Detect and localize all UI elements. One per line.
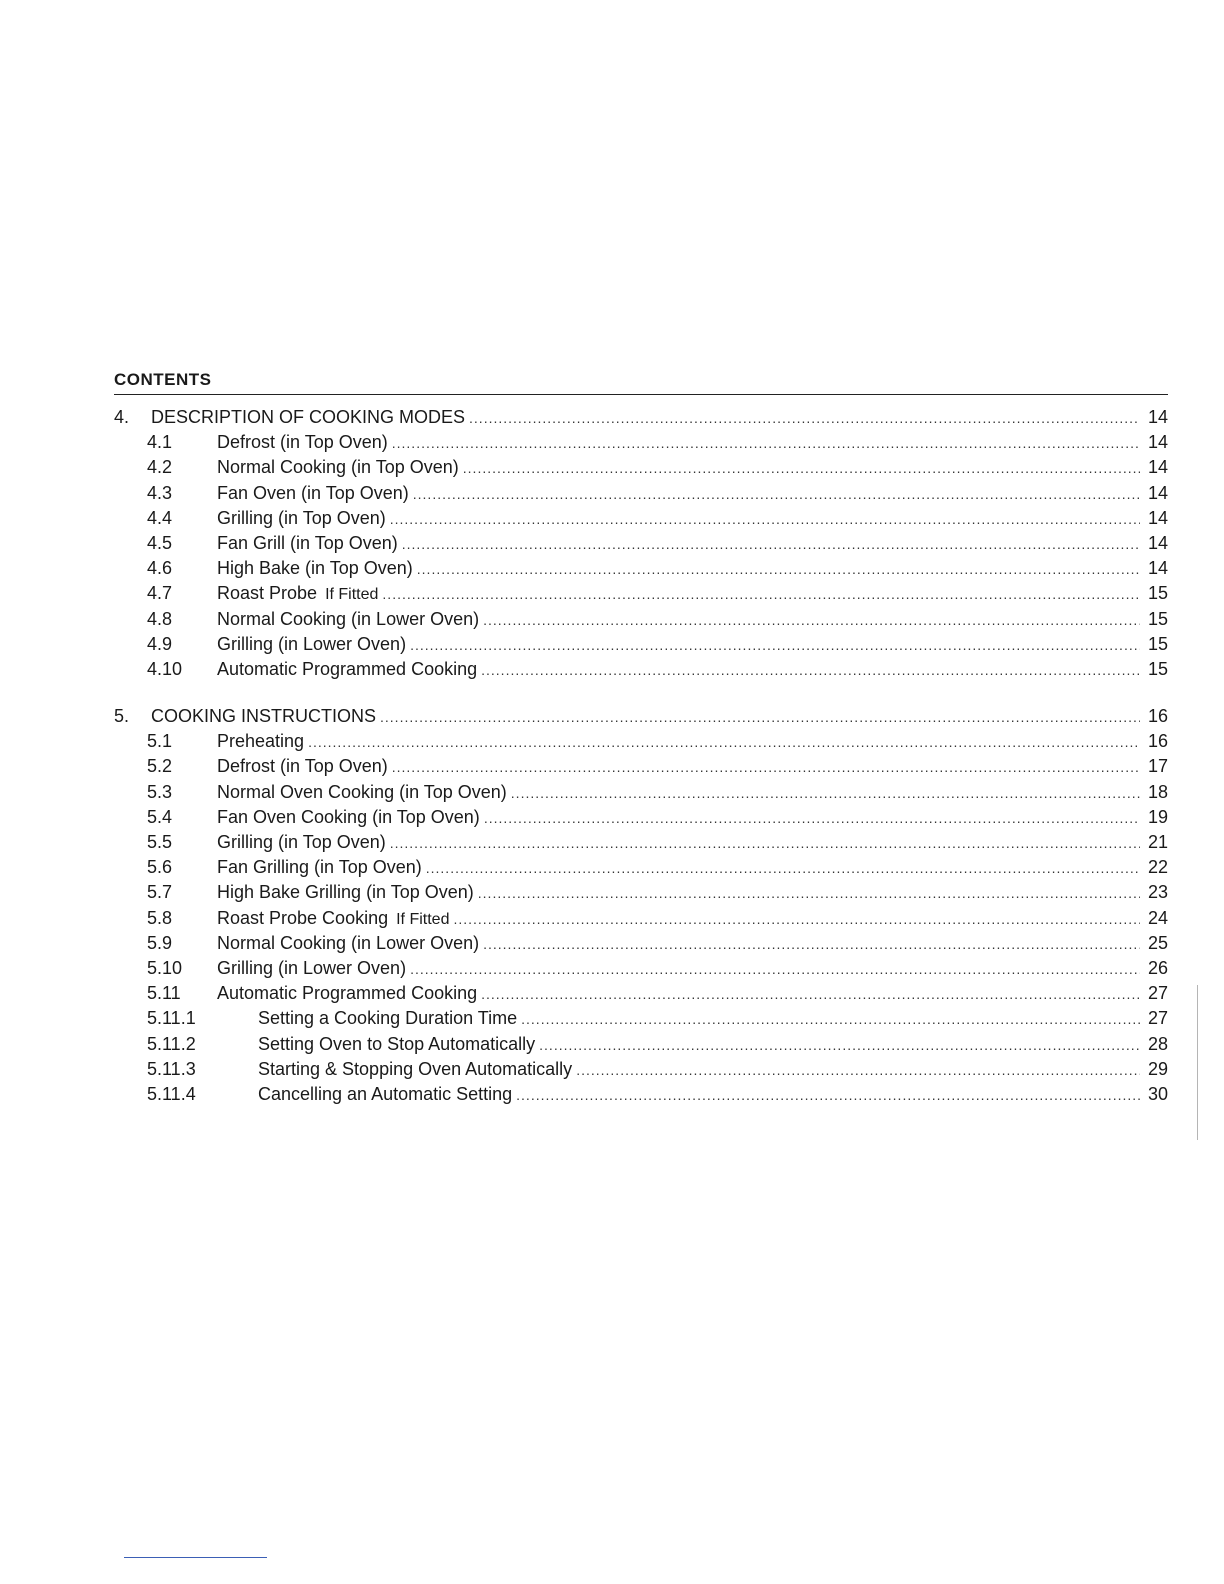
- dot-leader: [483, 936, 1140, 952]
- entry-page-number: 14: [1147, 532, 1168, 553]
- dot-leader: [478, 885, 1140, 901]
- toc-entry-5-11: [114, 983, 1168, 1008]
- entry-title: Grilling (in Top Oven): [217, 832, 386, 852]
- dot-leader: [484, 810, 1140, 826]
- dot-leader: [539, 1037, 1140, 1053]
- entry-number: 4.2: [147, 457, 173, 478]
- entry-title: Automatic Programmed Cooking: [217, 983, 478, 1004]
- entry-note: If Fitted: [325, 586, 379, 604]
- dot-leader: [413, 486, 1140, 502]
- dot-leader: [481, 662, 1140, 678]
- entry-number: 4.8: [147, 608, 173, 629]
- entry-title: Fan Oven Cooking (in Top Oven): [217, 806, 480, 827]
- toc-entry-5-1: [114, 731, 1168, 756]
- toc-entry-4-6: [114, 558, 1168, 583]
- entry-number: 5.10: [147, 957, 183, 978]
- entry-page-number: 22: [1147, 857, 1168, 878]
- entry-number: 5.11.1: [147, 1008, 196, 1029]
- heading-rule: [114, 394, 1168, 395]
- toc-entry-5-11-1: [114, 1008, 1168, 1033]
- entry-page-number: 14: [1147, 407, 1168, 427]
- entry-title: Grilling (in Lower Oven): [217, 957, 407, 978]
- entry-page-number: 15: [1147, 658, 1168, 679]
- toc-entry-5-4: [114, 807, 1168, 832]
- entry-number: 4.: [114, 407, 130, 427]
- entry-page-number: 16: [1147, 706, 1168, 727]
- entry-number: 4.5: [147, 532, 173, 553]
- entry-page-number: 14: [1147, 482, 1168, 503]
- entry-title: Normal Oven Cooking (in Top Oven): [217, 781, 507, 802]
- toc-entry-4: [114, 407, 1168, 432]
- dot-leader: [382, 586, 1140, 602]
- toc-section-5: [114, 706, 1168, 1109]
- entry-number: 5.5: [147, 832, 173, 852]
- entry-page-number: 24: [1147, 907, 1168, 928]
- entry-page-number: 17: [1147, 756, 1168, 777]
- dot-leader: [481, 986, 1140, 1002]
- entry-page-number: 14: [1147, 507, 1168, 528]
- dot-leader: [483, 612, 1140, 628]
- dot-leader: [426, 860, 1140, 876]
- footer-rule: [124, 1557, 267, 1558]
- entry-page-number: 15: [1147, 583, 1168, 604]
- entry-page-number: 16: [1147, 731, 1168, 752]
- entry-title: COOKING INSTRUCTIONS: [151, 706, 377, 727]
- toc-entry-5-3: [114, 782, 1168, 807]
- entry-title: Defrost (in Top Oven): [217, 756, 388, 777]
- dot-leader: [410, 961, 1140, 977]
- entry-page-number: 25: [1147, 932, 1168, 953]
- entry-title: Preheating: [217, 731, 305, 752]
- toc-entry-4-10: [114, 659, 1168, 684]
- dot-leader: [380, 709, 1140, 725]
- entry-number: 5.2: [147, 756, 173, 777]
- entry-title: Roast Probe Cooking: [217, 907, 389, 928]
- dot-leader: [390, 511, 1140, 527]
- dot-leader: [392, 435, 1140, 451]
- entry-title: Fan Grill (in Top Oven): [217, 532, 398, 553]
- entry-number: 4.7: [147, 583, 173, 604]
- entry-title: Roast Probe: [217, 583, 318, 604]
- entry-page-number: 14: [1147, 457, 1168, 478]
- entry-title: Setting Oven to Stop Automatically: [258, 1033, 536, 1054]
- entry-page-number: 28: [1147, 1033, 1168, 1054]
- entry-page-number: 18: [1147, 781, 1168, 802]
- toc-entry-5-5: [114, 832, 1168, 857]
- entry-number: 5.7: [147, 882, 173, 903]
- dot-leader: [576, 1062, 1140, 1078]
- entry-number: 4.1: [147, 432, 173, 453]
- entry-page-number: 21: [1147, 832, 1168, 852]
- entry-title: Starting & Stopping Oven Automatically: [258, 1058, 573, 1079]
- entry-number: 5.4: [147, 806, 173, 827]
- dot-leader: [308, 734, 1140, 750]
- entry-title: High Bake Grilling (in Top Oven): [217, 882, 474, 903]
- toc-entry-5-9: [114, 933, 1168, 958]
- entry-number: 5.11: [147, 983, 181, 1004]
- entry-number: 5.11.4: [147, 1083, 196, 1104]
- toc-entry-5-11-2: [114, 1034, 1168, 1059]
- toc-entry-4-2: [114, 457, 1168, 482]
- toc-entry-4-8: [114, 609, 1168, 634]
- toc-entry-5-2: [114, 756, 1168, 781]
- entry-number: 4.6: [147, 558, 173, 579]
- toc-entry-5-6: [114, 857, 1168, 882]
- toc-entry-5-7: [114, 882, 1168, 907]
- entry-page-number: 23: [1147, 882, 1168, 903]
- toc-entry-5-11-4: [114, 1084, 1168, 1109]
- entry-title: Grilling (in Top Oven): [217, 507, 386, 528]
- entry-number: 5.11.2: [147, 1033, 196, 1054]
- entry-number: 5.1: [147, 731, 173, 752]
- dot-leader: [417, 561, 1140, 577]
- entry-title: Normal Cooking (in Top Oven): [217, 457, 459, 478]
- toc-entry-4-4: [114, 508, 1168, 533]
- toc-section-4: [114, 407, 1168, 684]
- entry-number: 5.9: [147, 932, 173, 953]
- toc-entry-4-5: [114, 533, 1168, 558]
- toc-entry-5-11-3: [114, 1059, 1168, 1084]
- toc-entry-4-3: [114, 483, 1168, 508]
- entry-page-number: 29: [1147, 1058, 1168, 1079]
- entry-title: Defrost (in Top Oven): [217, 432, 388, 453]
- entry-title: Grilling (in Lower Oven): [217, 633, 407, 654]
- contents-heading: CONTENTS: [114, 370, 212, 389]
- entry-title: Automatic Programmed Cooking: [217, 658, 478, 679]
- entry-page-number: 14: [1147, 432, 1168, 453]
- dot-leader: [402, 536, 1140, 552]
- entry-page-number: 30: [1147, 1083, 1168, 1104]
- entry-title: Normal Cooking (in Lower Oven): [217, 608, 480, 629]
- entry-title: Cancelling an Automatic Setting: [258, 1083, 513, 1104]
- entry-number: 5.: [114, 706, 130, 727]
- toc-entry-5: [114, 706, 1168, 731]
- entry-page-number: 27: [1147, 983, 1168, 1004]
- entry-title: Fan Grilling (in Top Oven): [217, 857, 422, 878]
- entry-page-number: 15: [1147, 633, 1168, 654]
- dot-leader: [392, 759, 1140, 775]
- scan-edge-mark: [1197, 985, 1198, 1140]
- contents-page: [114, 370, 1168, 1109]
- dot-leader: [463, 460, 1140, 476]
- entry-title: Setting a Cooking Duration Time: [258, 1008, 518, 1029]
- entry-page-number: 19: [1147, 806, 1168, 827]
- entry-page-number: 26: [1147, 957, 1168, 978]
- dot-leader: [521, 1011, 1140, 1027]
- entry-page-number: 15: [1147, 608, 1168, 629]
- entry-page-number: 14: [1147, 558, 1168, 579]
- entry-number: 5.8: [147, 907, 173, 928]
- entry-number: 4.9: [147, 633, 173, 654]
- entry-title: Normal Cooking (in Lower Oven): [217, 932, 480, 953]
- entry-number: 5.3: [147, 781, 173, 802]
- toc-entry-4-7: [114, 583, 1168, 608]
- entry-page-number: 27: [1147, 1008, 1168, 1029]
- entry-title: DESCRIPTION OF COOKING MODES: [151, 407, 466, 427]
- dot-leader: [410, 637, 1140, 653]
- toc-entry-4-9: [114, 634, 1168, 659]
- entry-number: 4.3: [147, 482, 173, 503]
- dot-leader: [453, 911, 1140, 927]
- dot-leader: [469, 410, 1140, 426]
- dot-leader: [516, 1087, 1140, 1103]
- entry-number: 5.11.3: [147, 1058, 196, 1079]
- entry-number: 4.4: [147, 507, 173, 528]
- toc-entry-5-10: [114, 958, 1168, 983]
- entry-title: Fan Oven (in Top Oven): [217, 482, 409, 503]
- entry-number: 4.10: [147, 658, 183, 679]
- entry-note: If Fitted: [396, 910, 450, 928]
- toc-entry-5-8: [114, 908, 1168, 933]
- dot-leader: [390, 835, 1140, 851]
- entry-title: High Bake (in Top Oven): [217, 558, 413, 579]
- entry-number: 5.6: [147, 857, 173, 878]
- dot-leader: [511, 785, 1140, 801]
- toc-entry-4-1: [114, 432, 1168, 457]
